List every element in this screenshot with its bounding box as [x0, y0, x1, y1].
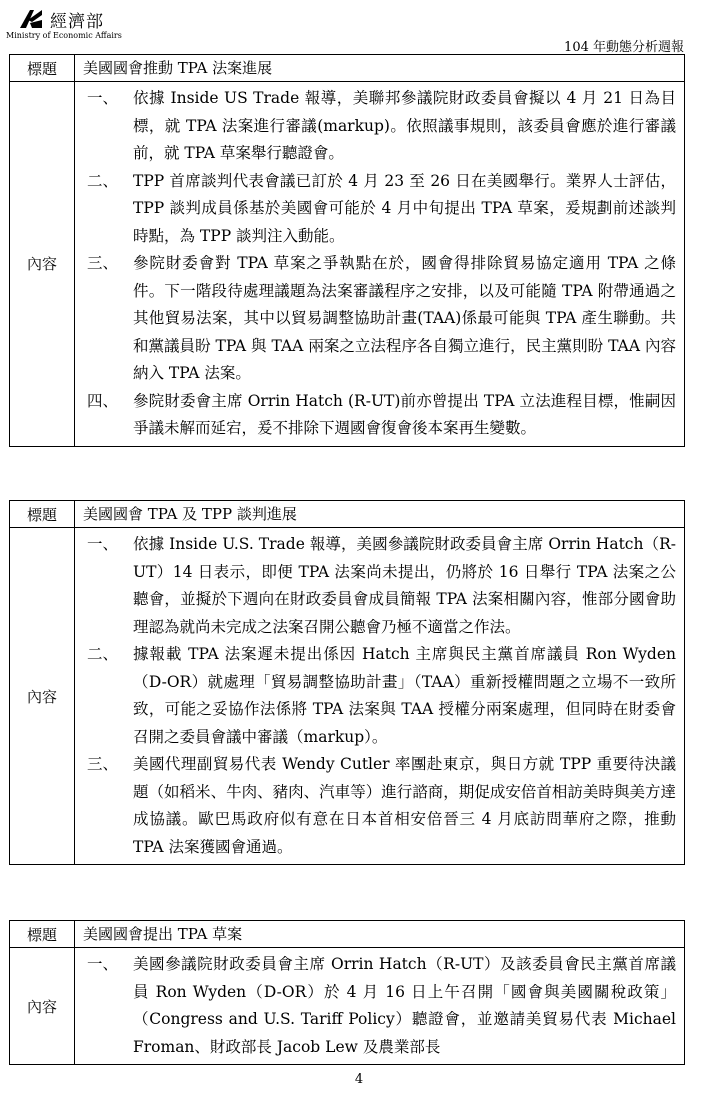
paragraph: [87, 168, 676, 251]
content-row: [10, 947, 684, 1064]
content-label: 內容: [10, 82, 75, 446]
section-title: 美國國會推動 TPA 法案進展: [83, 59, 273, 77]
paragraph-text: 依據 Inside US Trade 報導，美聯邦參議院財政委員會擬以 4 月 21 日為目標，就 TPA 法案進行審議(markup)。依照議事規則，該委員會應於進行審議前，就 TPA 草案舉行聽證會。: [133, 89, 676, 162]
ministry-logo-icon: [18, 8, 44, 30]
title-row: [10, 921, 684, 947]
content-body: [75, 82, 684, 446]
page-number: 4: [354, 1072, 364, 1087]
title-row: [10, 55, 684, 81]
news-section-2: [9, 500, 685, 865]
paragraph-number: 一、: [87, 89, 119, 107]
paragraph: [87, 85, 676, 168]
paragraph-text: 美國代理副貿易代表 Wendy Cutler 率團赴東京，與日方就 TPP 重要待決議題（如稻米、牛肉、豬肉、汽車等）進行諮商，期促成安倍首相訪美時與美方達成協議。歐巴馬政府似有意在日本首相安倍晉三 4 月底訪問華府之際，推動 TPA 法案獲國會通過。: [133, 755, 676, 856]
title-row: [10, 501, 684, 527]
title-label: 標題: [10, 921, 75, 947]
paragraph: [87, 751, 676, 861]
paragraph: [87, 531, 676, 641]
paragraph-text: 依據 Inside U.S. Trade 報導，美國參議院財政委員會主席 Orrin Hatch（R-UT）14 日表示，即便 TPA 法案尚未提出，仍將於 16 日舉行 TPA 法案之公聽會，並擬於下週向在財政委員會成員簡報 TPA 法案相關內容，惟部分國會助理認為就尚未完成之法案召開公聽會乃極不適當之作法。: [133, 535, 676, 636]
content-body: [75, 948, 684, 1064]
paragraph-text: 參院財委會對 TPA 草案之爭執點在於，國會得排除貿易協定適用 TPA 之條件。下一階段待處理議題為法案審議程序之安排，以及可能隨 TPA 附帶通過之其他貿易法案，其中以貿易調整協助計畫(TAA)係最可能與 TPA 產生聯動。共和黨議員盼 TPA 與 TAA 兩案之立法程序各自獨立進行，民主黨則盼 TAA 內容納入 TPA 法案。: [133, 254, 676, 382]
paragraph-number: 一、: [87, 955, 119, 973]
paragraph-text: TPP 首席談判代表會議已訂於 4 月 23 至 26 日在美國舉行。業界人士評估，TPP 談判成員係基於美國會可能於 4 月中旬提出 TPA 草案，爰規劃前述談判時點，為 TPP 談判注入動能。: [133, 171, 676, 245]
paragraph-text: 據報載 TPA 法案遲未提出係因 Hatch 主席與民主黨首席議員 Ron Wyden（D-OR）就處理「貿易調整協助計畫」（TAA）重新授權問題之立場不一致所致，可能之妥協作法係將 TPA 法案與 TAA 授權分兩案處理，但同時在財委會召開之委員會議中審議（markup）。: [133, 645, 676, 746]
paragraph-number: 一、: [87, 535, 119, 553]
paragraph-number: 二、: [87, 645, 119, 663]
section-title: 美國國會提出 TPA 草案: [83, 925, 243, 943]
title-label: 標題: [10, 55, 75, 81]
report-name: 104 年動態分析週報: [564, 40, 684, 55]
paragraph-number: 三、: [87, 254, 119, 272]
content-row: [10, 527, 684, 864]
content-body: [75, 528, 684, 864]
section-title: 美國國會 TPA 及 TPP 談判進展: [83, 505, 297, 523]
paragraph-number: 二、: [87, 171, 119, 190]
paragraph-number: 三、: [87, 755, 119, 773]
content-row: [10, 81, 684, 446]
paragraph: [87, 250, 676, 388]
title-label: 標題: [10, 501, 75, 527]
logo-text: 經濟部: [50, 12, 104, 32]
news-section-3: [9, 920, 685, 1065]
paragraph-number: 四、: [87, 391, 119, 410]
paragraph: [87, 388, 676, 443]
paragraph: [87, 951, 676, 1061]
paragraph-text: 參院財委會主席 Orrin Hatch (R-UT)前亦曾提出 TPA 立法進程目標，惟嗣因爭議未解而延宕，爰不排除下週國會復會後本案再生變數。: [133, 391, 676, 437]
content-label: 內容: [10, 948, 75, 1064]
logo-english: Ministry of Economic Affairs: [6, 31, 122, 40]
content-label: 內容: [10, 528, 75, 864]
paragraph-text: 美國參議院財政委員會主席 Orrin Hatch（R-UT）及該委員會民主黨首席議員 Ron Wyden（D-OR）於 4 月 16 日上午召開「國會與美國關稅政策」（Congress and U.S. Tariff Policy）聽證會，並邀請美貿易代表 Michael Froman、財政部長 Jacob Lew 及農業部長: [133, 955, 676, 1056]
ministry-logo: [6, 4, 136, 40]
news-section-1: [9, 54, 685, 447]
paragraph: [87, 641, 676, 751]
